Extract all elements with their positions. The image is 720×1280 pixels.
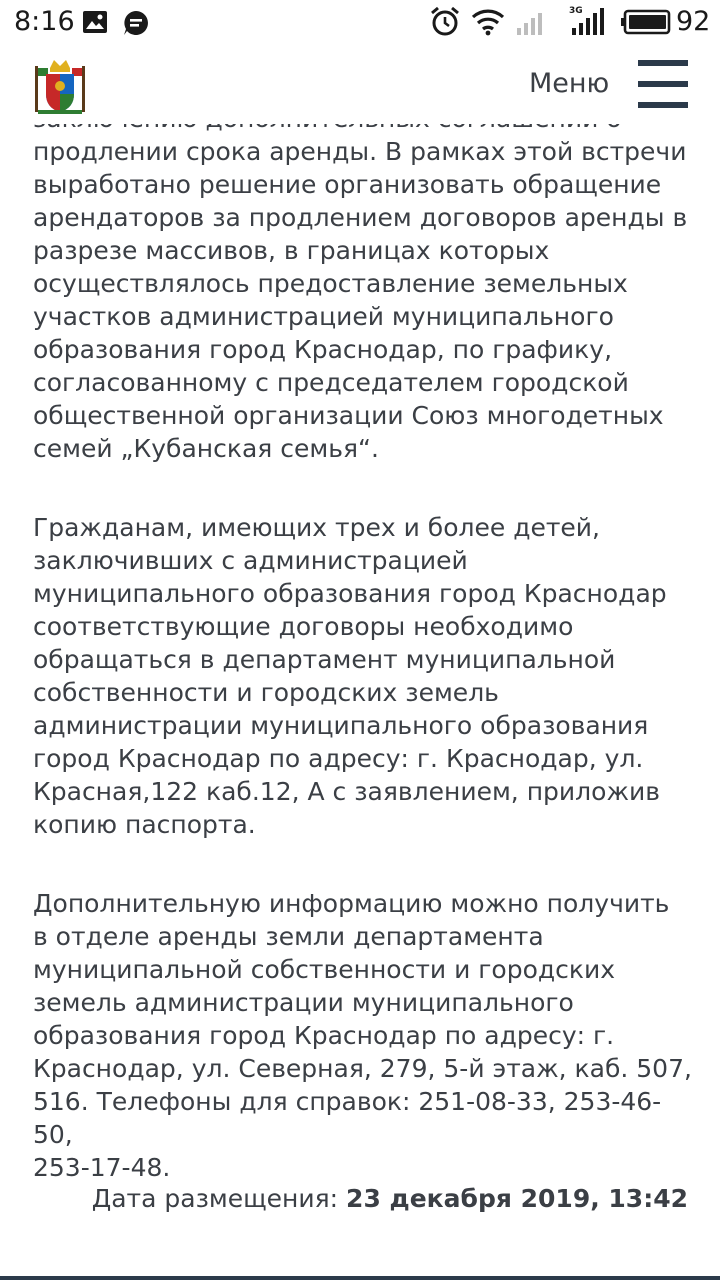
article-paragraph: продлении срока аренды. В рамках этой встречи выработано решение организовать обращение арендаторов за продлением договоров аренды в разрезе массивов, в границах которых осуществлялось предоставление земельных участков администрацией муниципального образования город Краснодар, по графику, согласованному с председателем городской общественной организации Союз многодетных семей „Кубанская семья“.: [33, 137, 688, 463]
publish-date: 23 декабря 2019, 13:42: [346, 1184, 688, 1213]
alarm-icon: [429, 6, 461, 38]
image-icon: [82, 10, 108, 34]
hamburger-menu-icon[interactable]: [638, 60, 688, 110]
signal-3g-icon: [566, 8, 606, 36]
wifi-icon: [471, 8, 505, 36]
bottom-divider: [0, 1276, 720, 1280]
status-bar: [0, 0, 720, 46]
article-paragraph: Гражданам, имеющих трех и более детей, заключивших с администрацией муниципального образования город Краснодар соответствующие договоры необходимо обращаться в департамент муниципальной собственности и городских земель администрации муниципального образования город Краснодар по адресу: г. Краснодар, ул. Красная,122 каб.12, А с заявлением, приложив копию паспорта.: [33, 513, 667, 839]
menu-label[interactable]: Меню: [529, 68, 610, 99]
article-paragraph: Дополнительную информацию можно получить в отделе аренды земли департамента муниципальной собственности и городских земель администрации муниципального образования город Краснодар по адресу: г. Краснодар, ул. Северная, 279, 5-й этаж, каб. 507, 516. Телефоны для справок: 251-08-33, 253-46-50, 253-17-48.: [33, 889, 692, 1182]
article-body: [33, 102, 693, 1230]
battery-level: 92: [676, 6, 711, 37]
krasnodar-coat-of-arms-logo[interactable]: [30, 56, 90, 116]
status-time: 8:16: [14, 6, 75, 37]
signal-weak-icon: [516, 8, 548, 36]
publish-label: Дата размещения:: [91, 1184, 347, 1213]
chat-bubble-icon: [122, 9, 150, 37]
site-header: [0, 46, 720, 124]
network-type-label: 3G: [569, 6, 583, 16]
battery-icon: [621, 9, 671, 35]
